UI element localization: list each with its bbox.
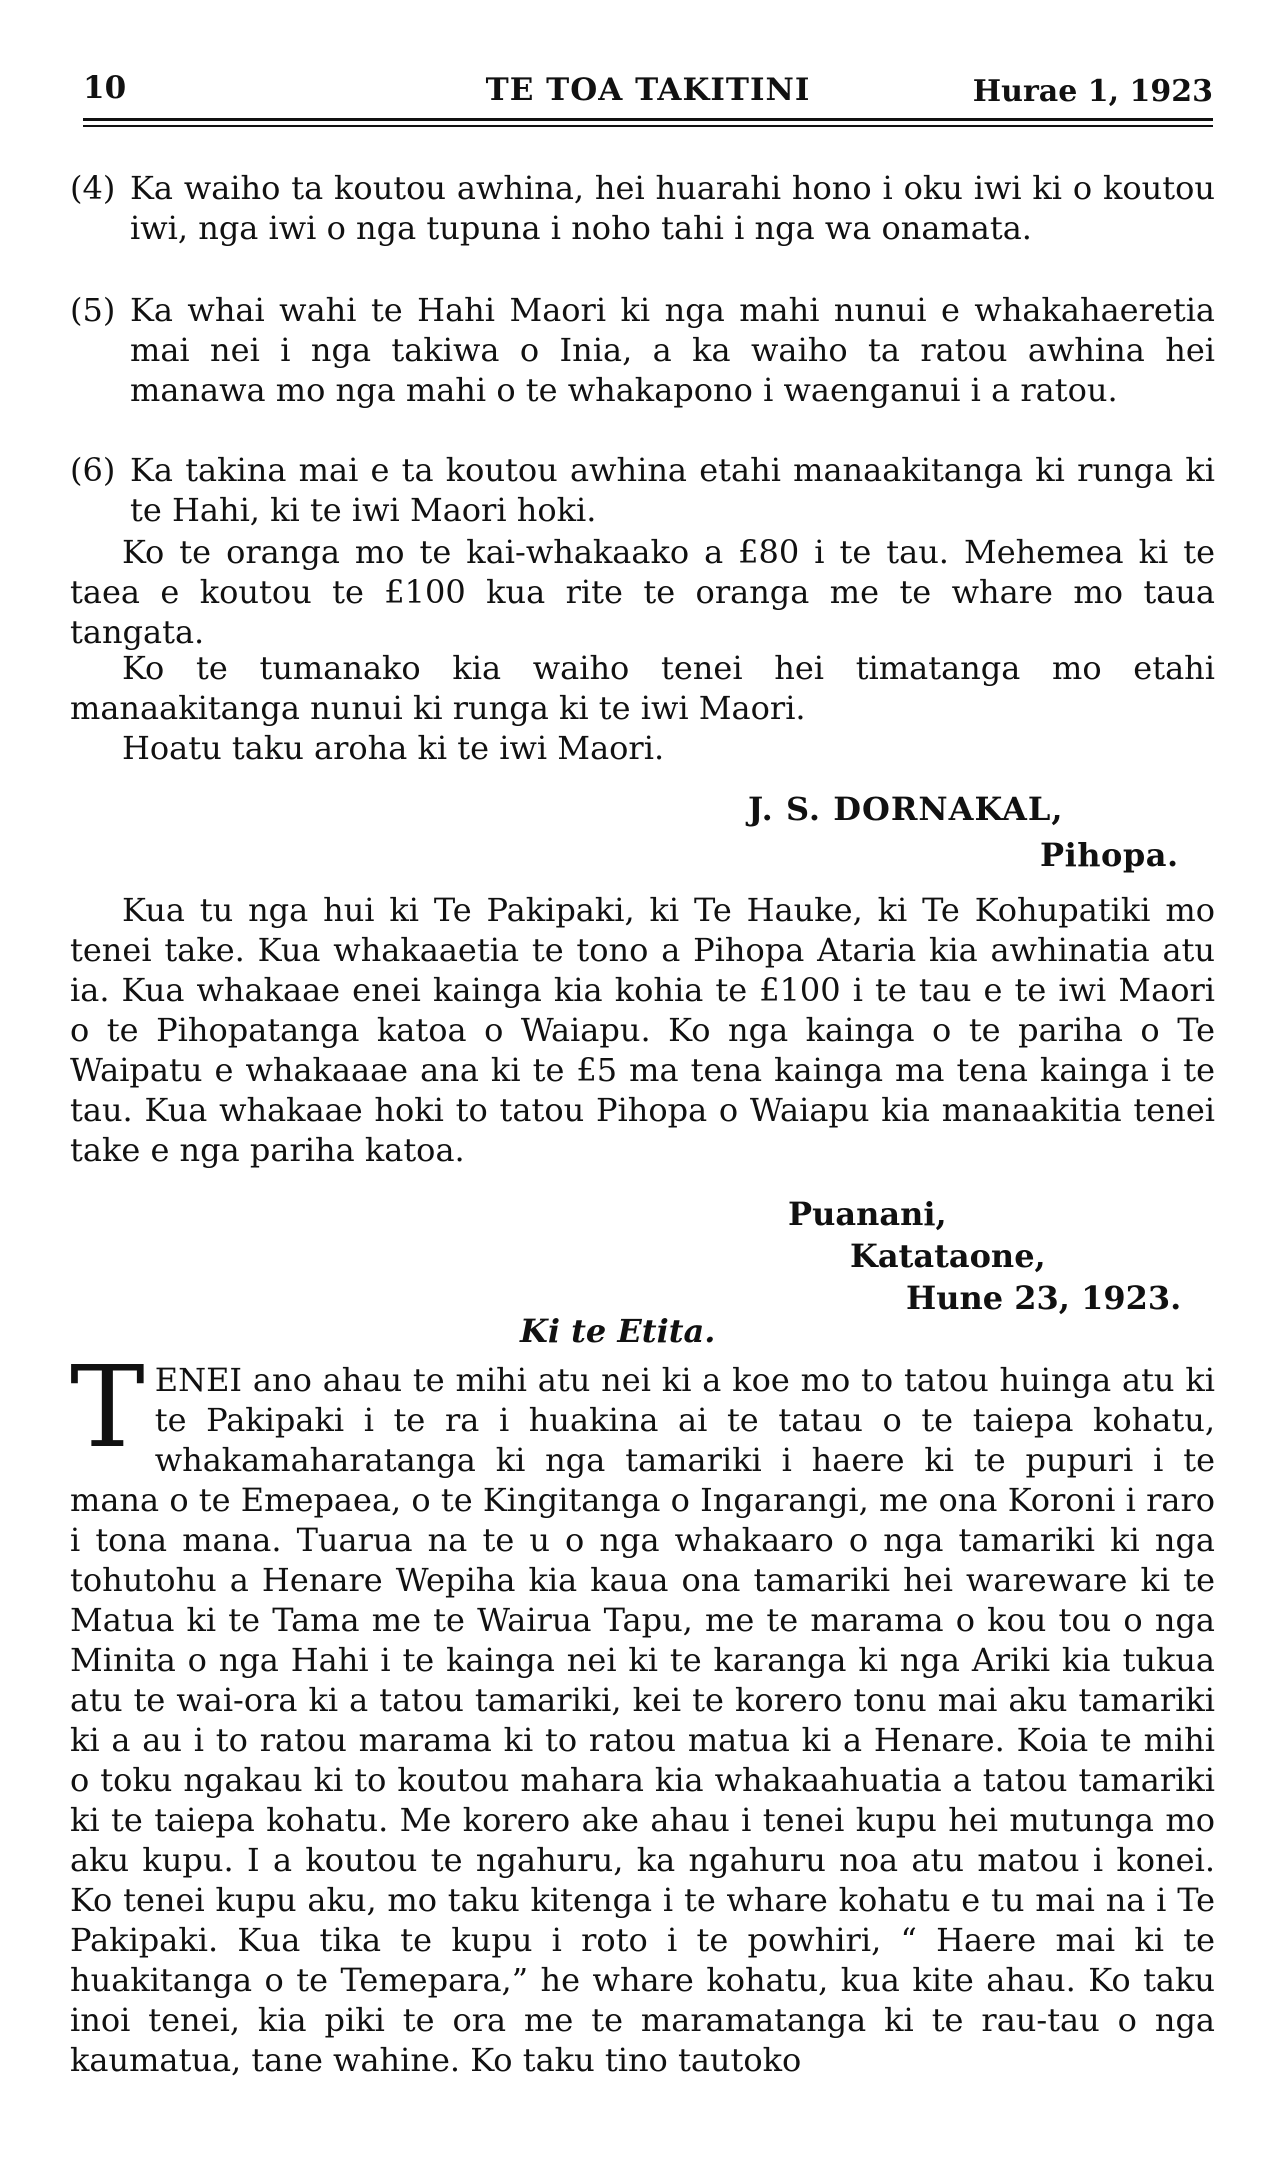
list-item <box>70 290 1215 410</box>
page-header <box>83 70 1213 114</box>
letter-heading: Ki te Etita. <box>520 1312 716 1350</box>
newspaper-title: TE TOA TAKITINI <box>485 72 811 108</box>
list-item-number: (6) <box>70 451 116 489</box>
header-rule-bottom <box>83 125 1213 127</box>
page-number: 10 <box>83 70 127 106</box>
paragraph: Ko te tumanako kia waiho tenei hei timatanga mo etahi manaakitanga nunui ki runga ki te iwi Maori. <box>70 649 1215 727</box>
report-paragraph: Kua tu nga hui ki Te Pakipaki, ki Te Hauke, ki Te Kohupatiki mo tenei take. Kua whakaaetia te tono a Pihopa Ataria kia awhinatia atu ia. Kua whakaae enei kainga kia kohia te £100 i te tau e te iwi Maori o te Pihopatanga katoa o Waiapu. Ko nga kainga o te pariha o Te Waipatu e whakaaae ana ki te £5 ma tena kainga ma tena kainga i te tau. Kua whakaae hoki to tatou Pihopa o Waiapu kia manaakitia tenei take e nga pariha katoa. <box>70 891 1215 1169</box>
list-item-number: (4) <box>70 169 116 207</box>
address-line: Puanani, <box>788 1195 947 1233</box>
header-rule-top <box>83 118 1213 121</box>
letter-body <box>70 1343 1215 2080</box>
address-line: Hune 23, 1923. <box>906 1279 1182 1317</box>
drop-cap: T <box>70 1343 145 1473</box>
list-item-text: Ka waiho ta koutou awhina, hei huarahi hono i oku iwi ki o koutou iwi, nga iwi o nga tupuna i noho tahi i nga wa onamata. <box>130 169 1215 247</box>
list-item-text: Ka whai wahi te Hahi Maori ki nga mahi nunui e whakahaeretia mai nei i nga takiwa o Inia, a ka waiho ta ratou awhina hei manawa mo nga mahi o te whakapono i waenganui i a ratou. <box>130 291 1215 409</box>
signature-name: J. S. DORNAKAL, <box>748 790 1064 828</box>
paragraph: Ko te oranga mo te kai-whakaako a £80 i te tau. Mehemea ki te taea e koutou te £100 kua rite te oranga me te whare mo taua tangata. <box>70 533 1215 651</box>
signature-title: Pihopa. <box>1040 836 1179 874</box>
list-item-text: Ka takina mai e ta koutou awhina etahi manaakitanga ki runga ki te Hahi, ki te iwi Maori hoki. <box>130 451 1215 529</box>
address-line: Katataone, <box>850 1237 1046 1275</box>
issue-date: Hurae 1, 1923 <box>972 74 1213 109</box>
list-item-number: (5) <box>70 291 116 329</box>
list-item <box>70 450 1215 530</box>
paragraph: Hoatu taku aroha ki te iwi Maori. <box>122 729 665 767</box>
letter-text: ENEI ano ahau te mihi atu nei ki a koe mo to tatou huinga atu ki te Pakipaki i te ra i huakina ai te tatau o te taiepa kohatu, whakamaharatanga ki nga tamariki i haere ki te pupuri i te mana o te Emepaea, o te Kingitanga o Ingarangi, me ona Koroni i raro i tona mana. Tuarua na te u o nga whakaaro o nga tamariki ki nga tohutohu a Henare Wepiha kia kaua ona tamariki hei wareware ki te Matua ki te Tama me te Wairua Tapu, me te marama o kou tou o nga Minita o nga Hahi i te kainga nei ki te karanga ki nga Ariki kia tukua atu te wai-ora ki a tatou tamariki, kei te korero tonu mai aku tamariki ki a au i to ratou marama ki to ratou matua ki a Henare. Koia te mihi o toku ngakau ki to koutou mahara kia whakaahuatia a tatou tamariki ki te taiepa kohatu. Me korero ake ahau i tenei kupu hei mutunga mo aku kupu. I a koutou te ngahuru, ka ngahuru noa atu matou i konei. Ko tenei kupu aku, mo taku kitenga i te whare kohatu e tu mai na i Te Pakipaki. Kua tika te kupu i roto i te powhiri, “ Haere mai ki te huakitanga o te Temepara,” he whare kohatu, kua kite ahau. Ko taku inoi tenei, kia piki te ora me te maramatanga ki te rau-tau o nga kaumatua, tane wahine. Ko taku tino tautoko <box>70 1361 1215 2079</box>
list-item <box>70 168 1215 248</box>
